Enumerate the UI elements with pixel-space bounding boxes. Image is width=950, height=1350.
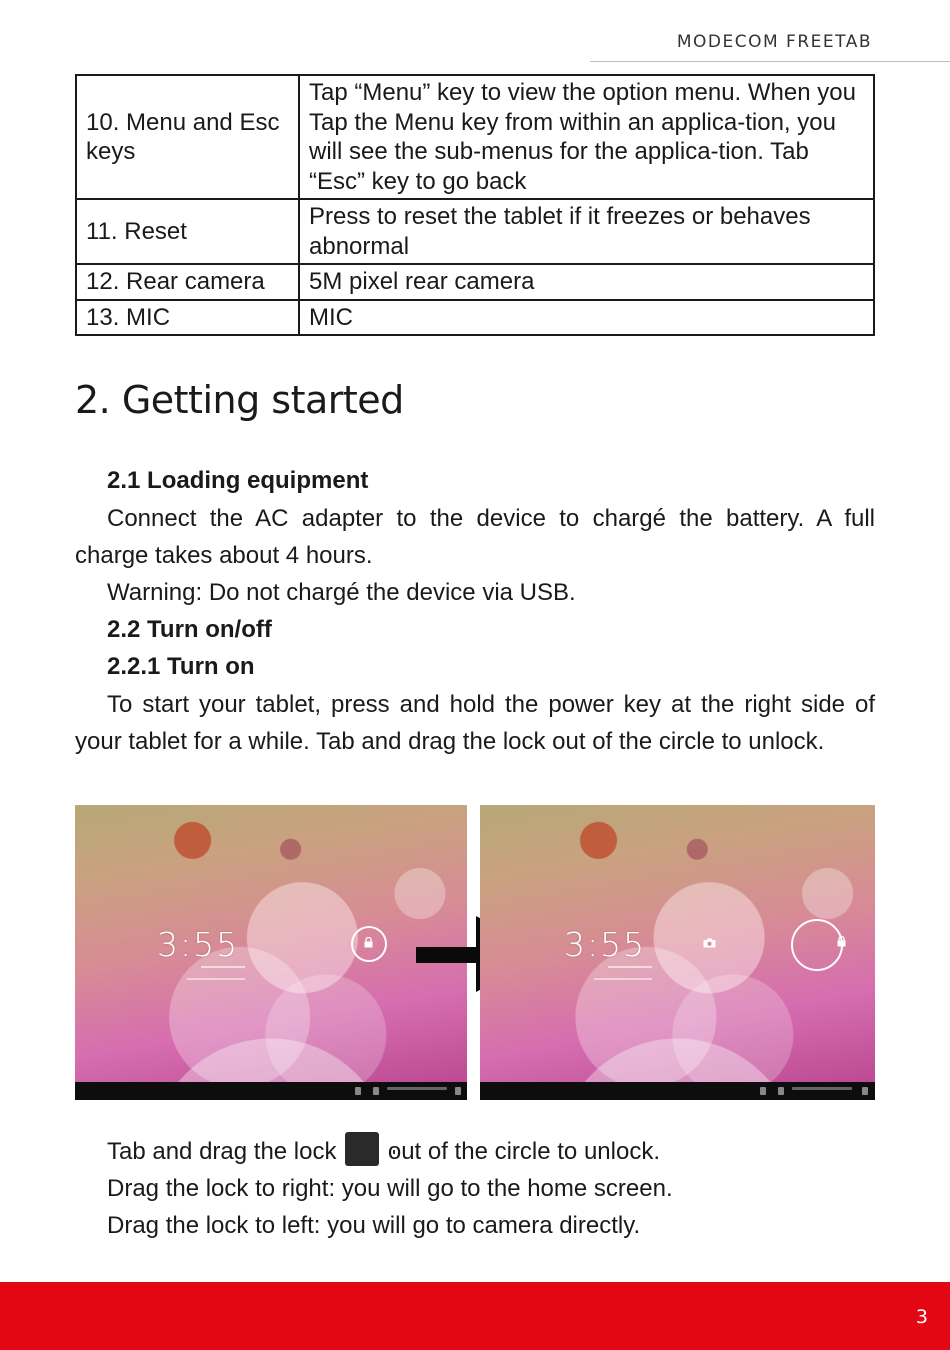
loading-paragraph: Connect the AC adapter to the device to chargé the battery. A full charge takes about 4 hours. [75,505,875,569]
spec-name-cell: 12. Rear camera [76,264,299,300]
instruction-drag-right: Drag the lock to right: you will go to the home screen. [107,1175,673,1202]
status-bar [75,1082,467,1100]
turn-on-paragraph: To start your tablet, press and hold the power key at the right side of your tablet for a while. Tab and drag the lock out of the circle to unlock. [75,691,875,755]
section-heading: 2. Getting started [75,378,404,422]
spec-table [75,74,875,336]
status-text-line [387,1087,447,1090]
warning-paragraph: Warning: Do not chargé the device via USB. [107,579,576,606]
spec-desc-cell: Tap “Menu” key to view the option menu. When you Tap the Menu key from within an applica-tion, you will see the sub-menus for the applica-tion. Tab “Esc” key to go back [299,75,874,199]
subheading-loading: 2.1 Loading equipment [107,467,369,494]
charge-line [594,978,652,980]
spec-desc-cell: MIC [299,300,874,336]
settings-icon [760,1087,766,1095]
header-brand: MODECOM FREETAB [676,32,872,52]
instruction-drag-left: Drag the lock to left: you will go to camera directly. [107,1212,641,1239]
lockscreen-clock: 3:55 [564,925,647,964]
subheading-turn-on: 2.2.1 Turn on [107,653,255,680]
lockscreen-clock: 3:55 [157,925,240,964]
status-bar [480,1082,875,1100]
table-row [76,199,874,264]
battery-icon [455,1087,461,1095]
lockscreen-screenshot-locked [75,805,467,1100]
date-line [201,966,245,968]
spec-name-cell: 10. Menu and Esc keys [76,75,299,199]
lock-icon [837,936,846,949]
signal-icon [373,1087,379,1095]
spec-name-cell: 11. Reset [76,199,299,264]
date-line [608,966,652,968]
footer-bar [0,1282,950,1350]
battery-icon [862,1087,868,1095]
instruction-tab-after: out of the circle to unlock. [387,1138,660,1165]
lockscreen-screenshot-dragging [480,805,875,1100]
charge-line [187,978,245,980]
signal-icon [778,1087,784,1095]
lock-icon [364,937,373,950]
spec-desc-cell: Press to reset the tablet if it freezes or behaves abnormal [299,199,874,264]
status-text-line [792,1087,852,1090]
instruction-tab-before: Tab and drag the lock [107,1138,337,1165]
table-row [76,75,874,199]
spec-name-cell: 13. MIC [76,300,299,336]
unlock-ring [791,919,843,971]
lock-icon [345,1132,379,1166]
spec-desc-cell: 5M pixel rear camera [299,264,874,300]
settings-icon [355,1087,361,1095]
instruction-tab-drag [75,1132,875,1170]
table-row [76,264,874,300]
table-row [76,300,874,336]
page-number: 3 [915,1306,928,1328]
subheading-turn-on-off: 2.2 Turn on/off [107,616,272,643]
camera-icon [703,937,716,950]
header-divider [590,61,950,62]
